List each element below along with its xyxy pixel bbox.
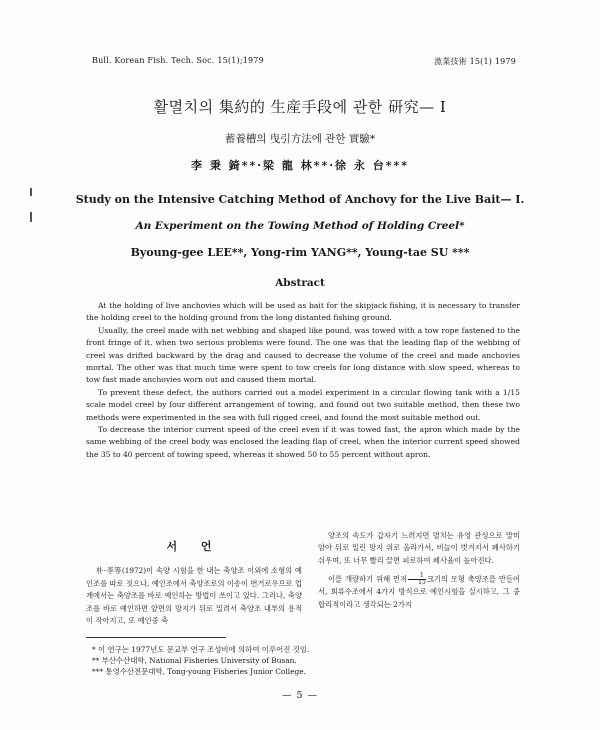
authors-english: Byoung-gee LEE**, Yong-rim YANG**, Young-tae SU *** (130, 246, 470, 259)
authors-korean: 李 秉 錡**·梁 龍 林**·徐 永 台*** (191, 159, 409, 172)
abstract-paragraph: To prevent these defect, the authors carried out a model experiment in a circular flowing tank with a 1/15 scale model creel by four different arrangement of towing, and found out two suitable method, then these two methods were experimented in the sea with full rigged creel, and found the most suitable method out. (86, 387, 520, 422)
title-english: Study on the Intensive Catching Method of Anchovy for the Live Bait— I. (75, 193, 525, 206)
abstract-heading: Abstract (275, 277, 325, 289)
intro-text-part: 이를 개량하기 위해 먼저 (328, 574, 408, 584)
page-number: — 5 — (281, 690, 319, 701)
footnote: * 이 연구는 1977년도 문교부 연구 조성비에 의하여 이루어진 것임. (92, 645, 310, 654)
intro-right-column (318, 530, 520, 611)
intro-left-column (86, 541, 302, 627)
fraction-numerator: 1 (420, 572, 424, 580)
journal-citation-ko: 漁業技術 15(1) 1979 (434, 57, 516, 66)
footnote: ** 부산수산대학, National Fisheries University of Busan. (92, 656, 297, 666)
subtitle-korean: 蓄養槽의 曳引方法에 관한 實驗* (224, 133, 376, 145)
abstract-paragraph: Usually, the creel made with net webbing and shaped like pound, was towed with a tow rope fastened to the front fringe of it, when two serious problems were found. The one was that the leading flap of the webbing of creel was drifted backward by the drag and caused to decrease the volume of the creel and made anchovies mortal. The other was that much time were spent to tow creels for long distance with slow speed, whereas to tow fast made anchovies worn out and caused them mortal. (86, 325, 520, 385)
abstract-paragraph: At the holding of live anchovies which will be used as bait for the skipjack fishing, it is necessary to transfer the holding creel to the holding ground from the long distanted fishing ground. (86, 301, 520, 323)
abstract-body (86, 300, 520, 461)
abstract-paragraph: To decrease the interior current speed of the creel even if it was towed fast, the apron which made by the same webbing of the creel body was enclosed the leading flap of creel, when the interior current speed showed the 35 to 40 percent of towing speed, whereas it showed 50 to 55 percent without apron. (86, 425, 520, 459)
intro-paragraph-2 (318, 573, 520, 611)
footnote-rule (86, 637, 226, 638)
intro-paragraph: 朴·李等(1972)이 속양 시험을 한 내는 축양조 이외에 소형의 예인조를 따로 짓으나, 예인조에서 축양조로의 이송이 번거로우므로 업계에서는 축양조를 바로 예인하는 방법이 쓰이고 있다. 그러나, 축양조를 바로 예인하면 앞면의 망지가 뒤로 밀려서 축양조 내부의 용적이 작아지고, 또 예인중 축 (86, 566, 302, 626)
intro-text-part: 크기의 모형 축양조를 만들어서, 회류수조에서 4가지 방식으로 예인시험을 실시하고, 그 중 합리적이라고 생각되는 2가지 (318, 574, 521, 609)
intro-heading: 서 언 (166, 540, 222, 553)
title-korean: 활멸치의 集約的 生産手段에 관한 研究— I (153, 98, 447, 116)
journal-citation: Bull. Korean Fish. Tech. Soc. 15(1);1979 (92, 56, 264, 65)
fraction (408, 573, 426, 586)
fraction-denominator: 15 (408, 579, 426, 586)
subtitle-english: An Experiment on the Towing Method of Holding Creel* (135, 220, 465, 232)
intro-paragraph: 양조의 속도가 갑자기 느려지면 멸치는 유영 관성으로 말미암아 뒤로 밀린 망지 위로 올라가서, 비늘이 벗겨지서 폐사하기 쉬우며, 또 너무 빨리 끌면 피로하여 폐사율이 높아진다. (318, 531, 520, 565)
footnotes (92, 644, 512, 678)
footnote: *** 통영수산전문대학, Tong-young Fisheries Junior College. (92, 667, 306, 677)
